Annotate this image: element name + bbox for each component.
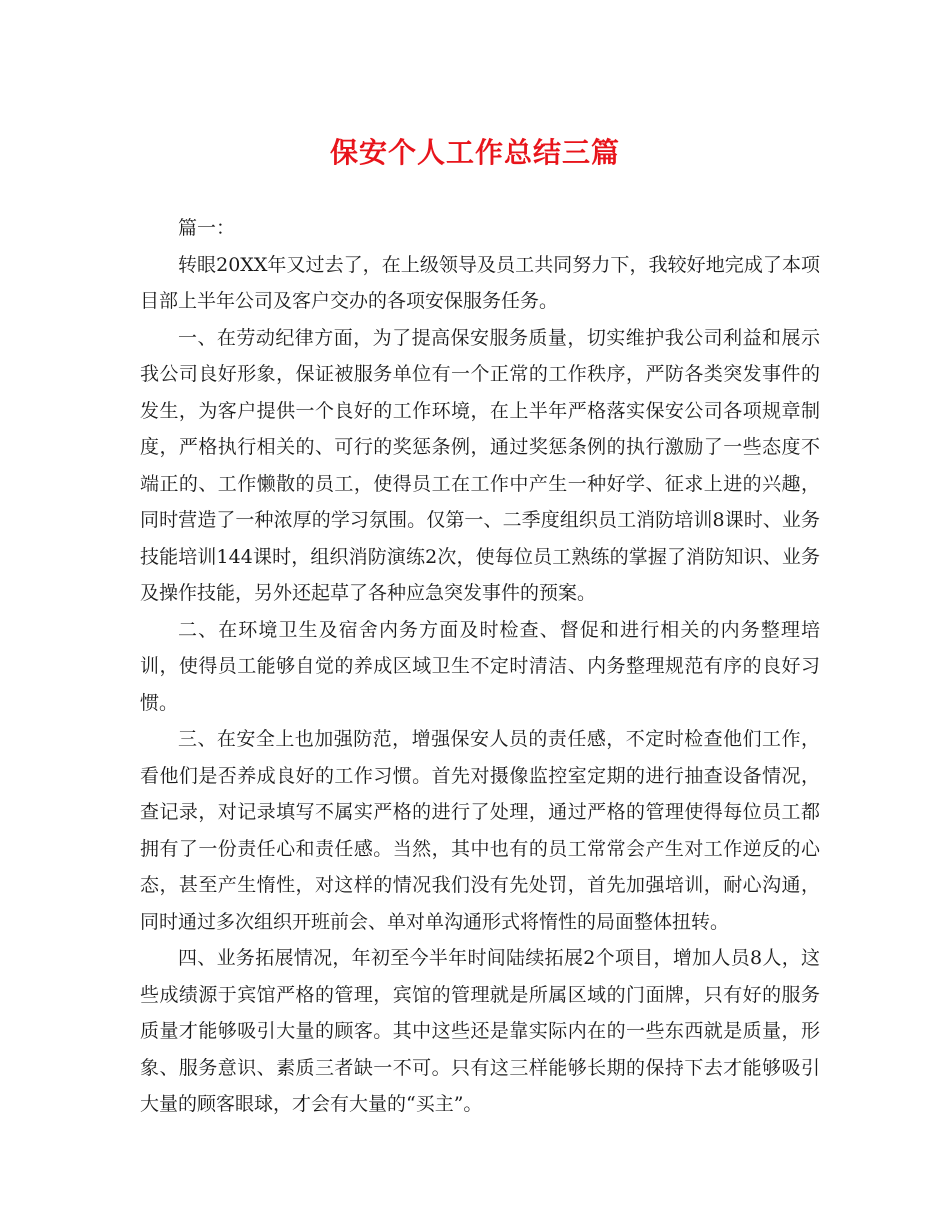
paragraph-business-expansion: 四、业务拓展情况，年初至今半年时间陆续拓展2个项目，增加人员8人，这些成绩源于宾馆严格的管理，宾馆的管理就是所属区域的门面牌，只有好的服务质量才能够吸引大量的顾客。其中这些还是靠实际内在的一些东西就是质量，形象、服务意识、素质三者缺一不可。只有这三样能够长期的保持下去才能够吸引大量的顾客眼球，才会有大量的“买主”。 <box>140 947 820 1115</box>
section-heading: 篇一： <box>178 217 236 239</box>
paragraph-safety: 三、在安全上也加强防范，增强保安人员的责任感，不定时检查他们工作，看他们是否养成良好的工作习惯。首先对摄像监控室定期的进行抽查设备情况，查记录，对记录填写不属实严格的进行了处理，通过严格的管理使得每位员工都拥有了一份责任心和责任感。当然，其中也有的员工常常会产生对工作逆反的心态，甚至产生惰性，对这样的情况我们没有先处罚，首先加强培训，耐心沟通，同时通过多次组织开班前会、单对单沟通形式将惰性的局面整体扭转。 <box>140 728 820 933</box>
document-body <box>140 210 820 1123</box>
paragraph-intro: 转眼20XX年又过去了，在上级领导及员工共同努力下，我较好地完成了本项目部上半年公司及客户交办的各项安保服务任务。 <box>140 253 820 312</box>
document-title: 保安个人工作总结三篇 <box>329 136 620 169</box>
paragraph-labor-discipline: 一、在劳动纪律方面，为了提高保安服务质量，切实维护我公司利益和展示我公司良好形象，保证被服务单位有一个正常的工作秩序，严防各类突发事件的发生，为客户提供一个良好的工作环境，在上半年严格落实保安公司各项规章制度，严格执行相关的、可行的奖惩条例，通过奖惩条例的执行激励了一些态度不端正的、工作懒散的员工，使得员工在工作中产生一种好学、征求上进的兴趣，同时营造了一种浓厚的学习氛围。仅第一、二季度组织员工消防培训8课时、业务技能培训144课时，组织消防演练2次，使每位员工熟练的掌握了消防知识、业务及操作技能，另外还起草了各种应急突发事件的预案。 <box>140 326 820 604</box>
paragraph-environment-hygiene: 二、在环境卫生及宿舍内务方面及时检查、督促和进行相关的内务整理培训，使得员工能够自觉的养成区域卫生不定时清洁、内务整理规范有序的良好习惯。 <box>140 618 820 714</box>
